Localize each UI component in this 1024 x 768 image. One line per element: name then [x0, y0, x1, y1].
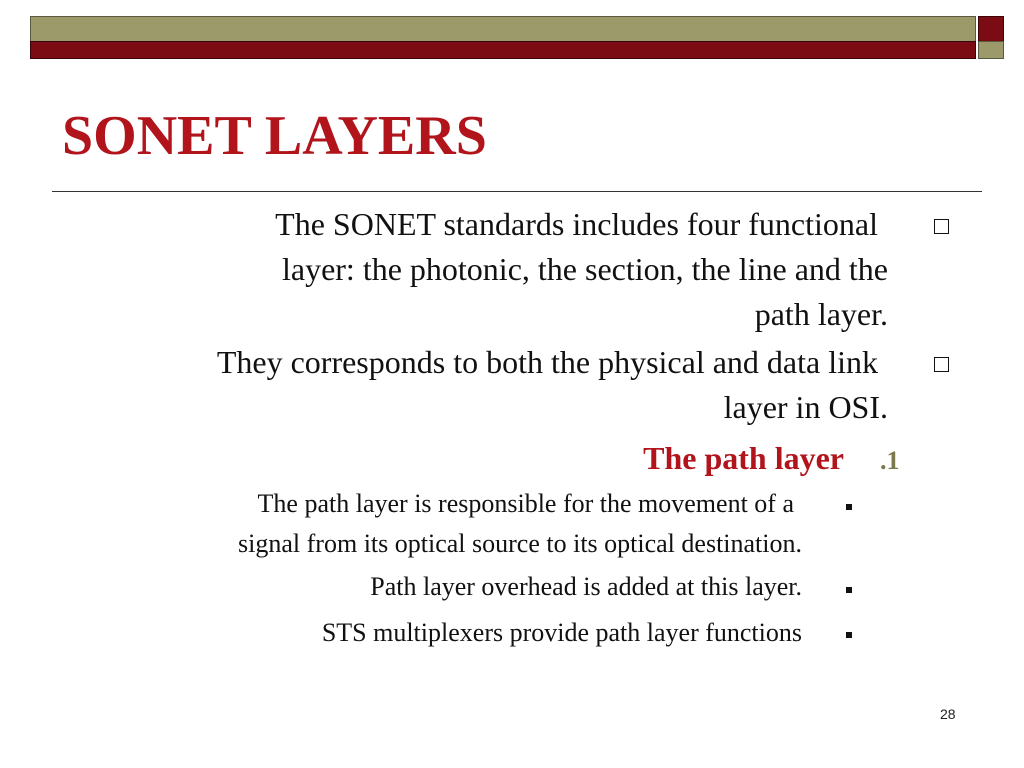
bullet-line: path layer. [754, 296, 888, 332]
bullet-item-2 [217, 340, 888, 430]
bullet-item-1 [275, 202, 888, 337]
sub-bullet-item-3 [322, 613, 802, 653]
slide-title: SONET LAYERS [62, 105, 487, 167]
sub-bullet-line: STS multiplexers provide path layer functions [321, 618, 802, 647]
square-bullet-icon [846, 504, 852, 510]
sub-bullet-line: signal from its optical source to its optical destination. [238, 529, 802, 558]
hollow-square-bullet-icon [934, 219, 949, 234]
slide-number: 28 [940, 706, 956, 722]
square-bullet-icon [846, 587, 852, 593]
sub-bullet-line: Path layer overhead is added at this layer. [370, 572, 802, 601]
title-divider [52, 191, 982, 192]
hollow-square-bullet-icon [934, 357, 949, 372]
sub-bullet-line: The path layer is responsible for the movement of a [257, 489, 794, 518]
bullet-line: They corresponds to both the physical and data link [216, 344, 878, 380]
header-square-maroon [978, 16, 1004, 42]
section-number: .1 [880, 446, 900, 475]
square-bullet-icon [846, 632, 852, 638]
section-heading: The path layer [643, 440, 844, 476]
bullet-line: layer in OSI. [723, 389, 888, 425]
header-square-olive [978, 41, 1004, 59]
header-bar-olive [30, 16, 976, 42]
sub-bullet-item-1 [238, 484, 802, 564]
bullet-line: layer: the photonic, the section, the line and the [281, 251, 888, 287]
sub-bullet-item-2 [370, 567, 802, 607]
bullet-line: The SONET standards includes four functional [275, 206, 878, 242]
header-bar-maroon [30, 41, 976, 59]
